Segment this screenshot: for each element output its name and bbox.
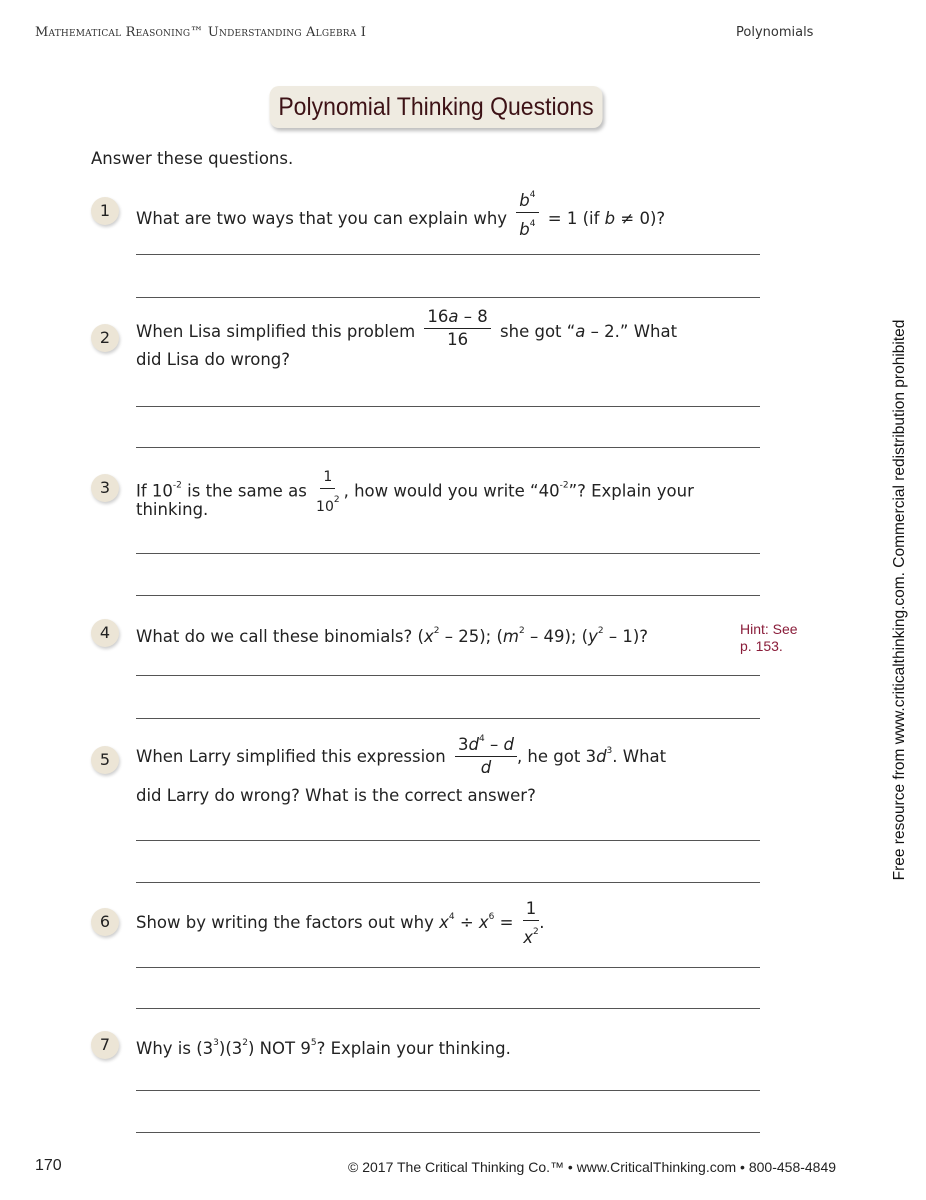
math-part: m [502, 627, 519, 646]
math-part: 2 [433, 626, 440, 636]
math-part: 5 [310, 1038, 317, 1048]
question-5-text-line2: did Larry do wrong? What is the correct answer? [136, 786, 536, 805]
math-part: ”? Explain your [568, 481, 694, 501]
answer-line[interactable] [136, 595, 760, 596]
math-part: a [448, 307, 459, 326]
question-2-text [136, 307, 678, 351]
question-number: 7 [91, 1031, 119, 1059]
math-part: ÷ [454, 913, 479, 932]
math-part: 3 [457, 735, 469, 754]
math-part: d [503, 735, 514, 754]
question-number: 5 [91, 746, 119, 774]
var: b [604, 209, 616, 228]
math-part: – [484, 735, 504, 754]
math-part: – 49); ( [524, 627, 589, 646]
answer-line[interactable] [136, 967, 760, 968]
answer-line[interactable] [136, 297, 760, 298]
math-part: ) NOT 9 [248, 1039, 311, 1058]
math-part: = [494, 913, 519, 932]
hint-note [740, 621, 798, 655]
math-part: Show by writing the factors out why [136, 913, 440, 932]
fraction [516, 184, 538, 241]
math-part: If 10 [136, 481, 173, 501]
math-part: 16 [447, 330, 469, 349]
answer-line[interactable] [136, 1008, 760, 1009]
fraction-part [516, 184, 538, 213]
question-3-text-line2: thinking. [136, 500, 209, 519]
math-part: 4 [478, 734, 485, 744]
instructions: Answer these questions. [91, 149, 294, 168]
math-part: . [539, 913, 545, 932]
math-part: What do we call these binomials? ( [136, 627, 424, 646]
page-number: 170 [35, 1157, 62, 1174]
math-part: ? Explain your thinking. [316, 1039, 511, 1058]
fraction [523, 898, 540, 949]
math-part: 6 [488, 912, 495, 922]
answer-line[interactable] [136, 406, 760, 407]
fraction-part [316, 489, 340, 518]
redistribution-notice: Free resource from www.criticalthinking.com. Commercial redistribution prohibited [891, 319, 908, 881]
math-part: – 25); ( [439, 627, 503, 646]
question-number: 2 [91, 324, 119, 352]
math-part: . What [612, 747, 667, 766]
math-part: x [478, 913, 489, 932]
answer-line[interactable] [136, 1090, 760, 1091]
math-part: x [523, 928, 533, 947]
question-number: 4 [91, 619, 119, 647]
math-part: , he got 3 [516, 747, 597, 766]
var: b [519, 220, 530, 239]
answer-line[interactable] [136, 254, 760, 255]
exp: 4 [529, 190, 536, 200]
answer-line[interactable] [136, 447, 760, 448]
question-3-text [136, 466, 694, 518]
math-part: she got “ [500, 322, 576, 341]
math-part: is the same as [181, 481, 307, 501]
math-part: 2 [597, 626, 604, 636]
math-part: d [480, 758, 492, 777]
math-part: 3 [213, 1038, 219, 1048]
question-6-text [136, 898, 544, 949]
question-4-text [136, 620, 648, 648]
q-text: What are two ways that you can explain why [136, 209, 508, 228]
answer-line[interactable] [136, 1132, 760, 1133]
math-part: – 8 [458, 307, 488, 326]
math-part: -2 [559, 480, 569, 491]
answer-line[interactable] [136, 882, 760, 883]
question-number: 3 [91, 474, 119, 502]
math-part: – 1)? [603, 627, 649, 646]
math-part: x [423, 627, 434, 646]
fraction-part [424, 306, 490, 329]
math-part: 2 [333, 495, 340, 505]
answer-line[interactable] [136, 553, 760, 554]
question-7-text [136, 1032, 511, 1060]
fraction-part [523, 921, 539, 949]
fraction [316, 466, 340, 518]
math-part: 2 [533, 927, 539, 937]
math-part: d [468, 735, 479, 754]
page-title: Polynomial Thinking Questions [269, 86, 602, 128]
header-section: Polynomials [736, 25, 814, 40]
question-2-text-line2: did Lisa do wrong? [136, 350, 291, 369]
question-1-text [136, 190, 666, 241]
math-part: y [588, 627, 598, 646]
math-part: p. 153. [740, 638, 783, 654]
fraction-part [519, 213, 535, 241]
math-part: When Larry simplified this expression [136, 747, 446, 766]
fraction [424, 306, 490, 351]
question-number: 1 [91, 197, 119, 225]
math-part: 2 [242, 1038, 248, 1048]
footer-copyright: © 2017 The Critical Thinking Co.™ • www.CriticalThinking.com • 800-458-4849 [348, 1159, 837, 1175]
answer-line[interactable] [136, 718, 760, 719]
math-part: -2 [172, 480, 182, 491]
fraction-part [455, 728, 517, 757]
exp: 4 [529, 219, 536, 229]
math-part: 1 [523, 898, 540, 921]
math-part: 3 [606, 746, 613, 756]
math-part: )(3 [218, 1039, 243, 1058]
q-text: ≠ 0)? [615, 209, 666, 228]
var: b [519, 191, 530, 210]
q-text: When Lisa simplified this problem [136, 322, 416, 341]
math-part: 4 [448, 912, 455, 922]
math-part: , how would you write “40 [343, 481, 560, 501]
math-part: – 2.” What [585, 322, 678, 341]
answer-line[interactable] [136, 840, 760, 841]
header-book-title: Mathematical Reasoning™ Understanding Algebra I [35, 25, 367, 40]
math-part: d [596, 747, 607, 766]
math-part: Why is (3 [136, 1039, 214, 1058]
math-part: a [575, 322, 586, 341]
answer-line[interactable] [136, 675, 760, 676]
math-part: 2 [518, 626, 525, 636]
math-part: Hint: See [740, 621, 798, 637]
math-part: 1 [320, 466, 335, 489]
math-part: x [439, 913, 449, 932]
fraction [455, 728, 517, 779]
question-number: 6 [91, 908, 119, 936]
q-text: = 1 (if [547, 209, 605, 228]
math-part: 10 [316, 499, 334, 515]
math-part: 16 [427, 307, 449, 326]
question-5-text [136, 736, 666, 779]
